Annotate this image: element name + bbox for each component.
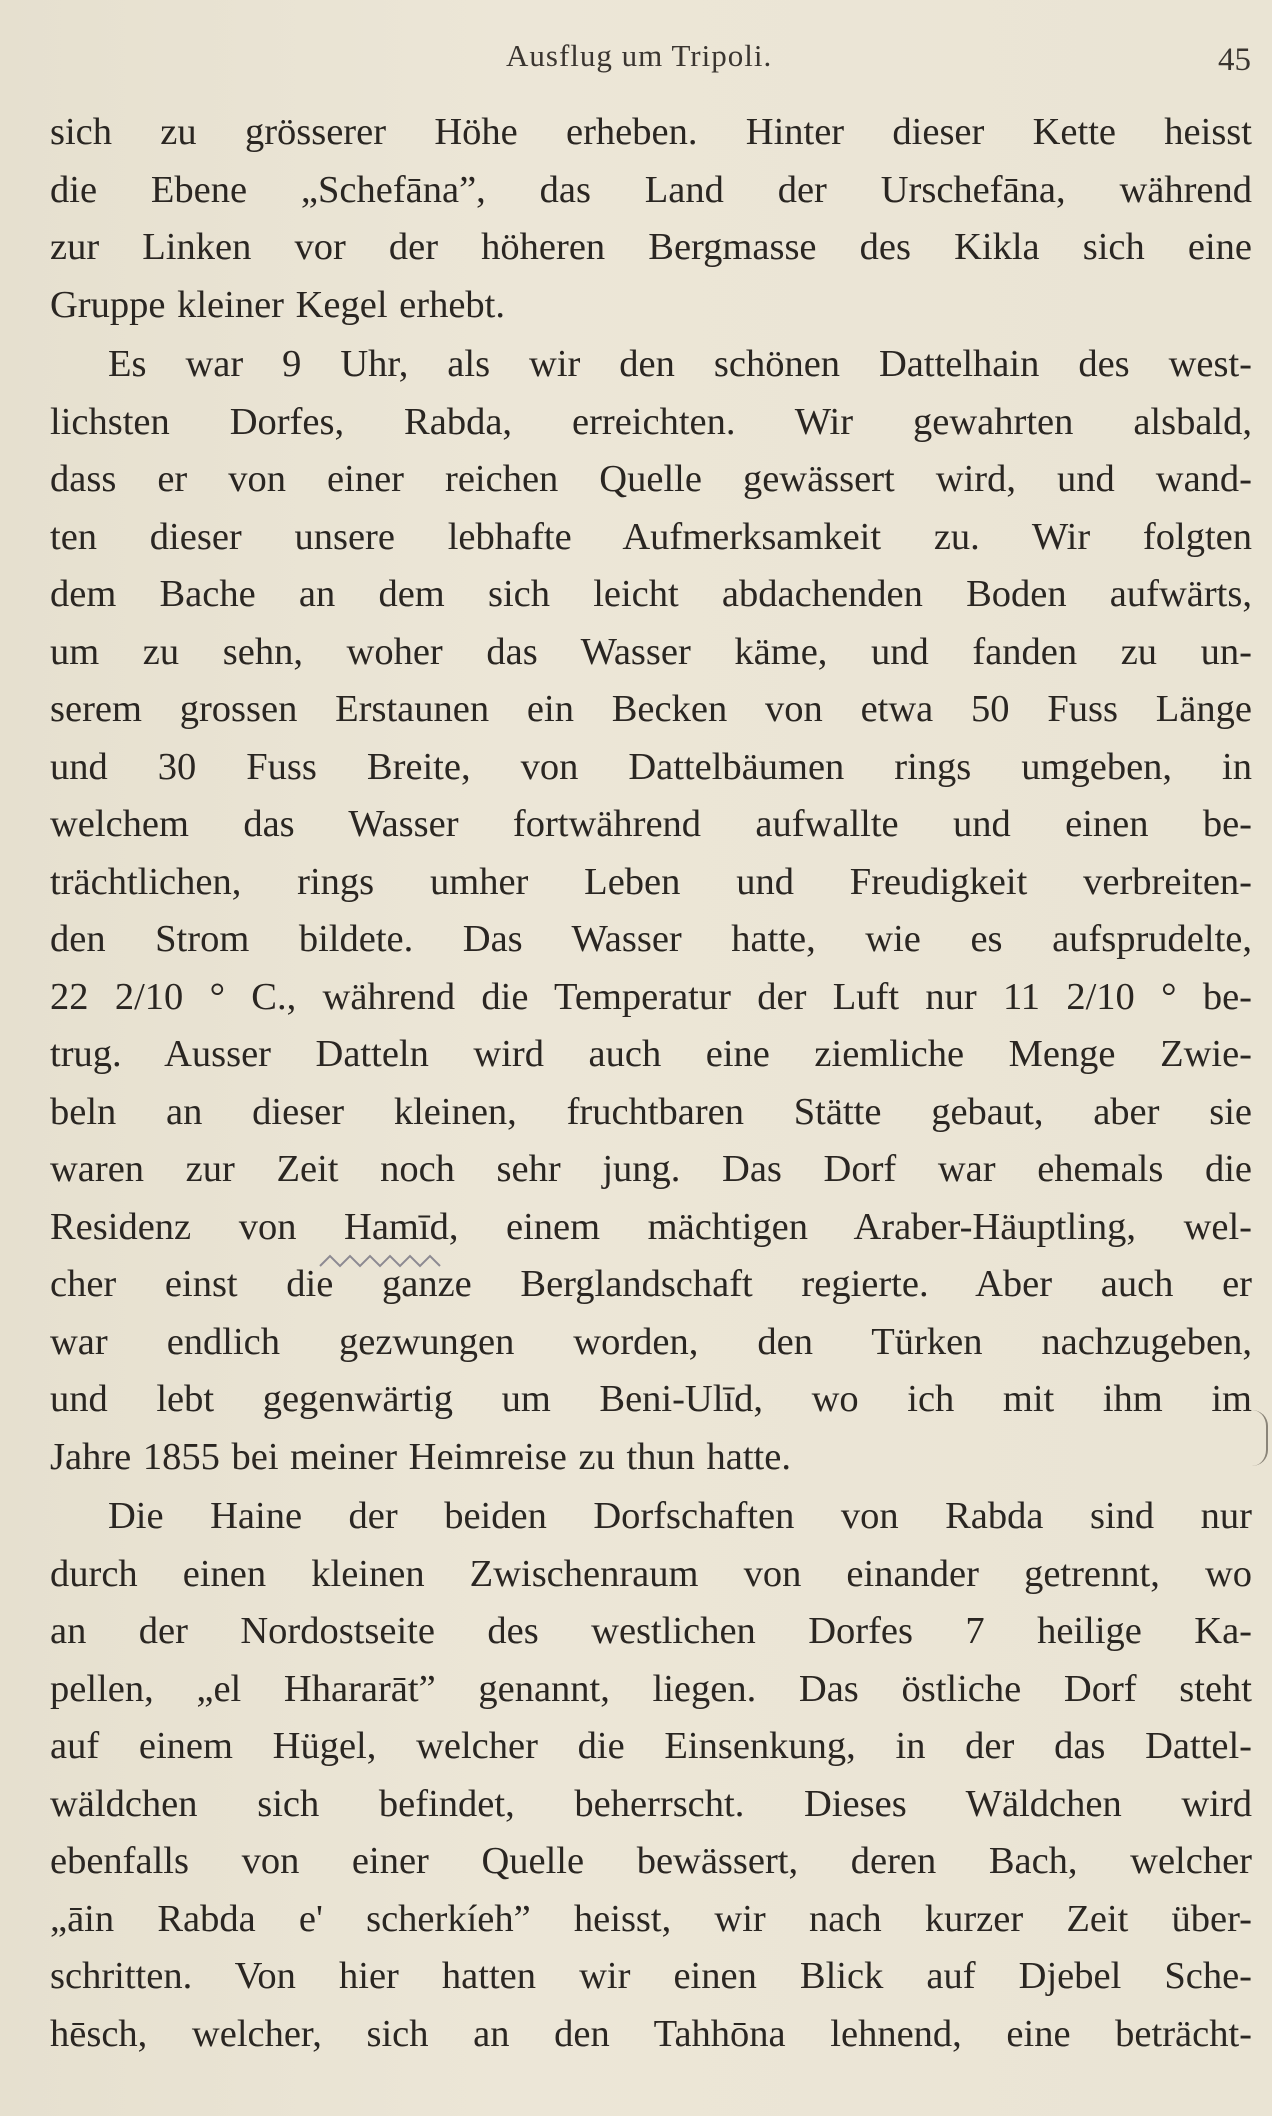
text-line: lichsten Dorfes, Rabda, erreichten. Wir gewahrten alsbald, bbox=[50, 400, 1252, 443]
text-line: um zu sehn, woher das Wasser käme, und fanden zu un- bbox=[50, 630, 1252, 673]
text-line: 22 2/10 ° C., während die Temperatur der Luft nur 11 2/10 ° be- bbox=[50, 975, 1252, 1018]
text-line: beln an dieser kleinen, fruchtbaren Stätte gebaut, aber sie bbox=[50, 1090, 1252, 1133]
text-line: trächtlichen, rings umher Leben und Freudigkeit verbreiten- bbox=[50, 860, 1252, 903]
text-line: wäldchen sich befindet, beherrscht. Dieses Wäldchen wird bbox=[50, 1782, 1252, 1825]
pencil-squiggle-mark bbox=[318, 1250, 448, 1272]
text-line: Es war 9 Uhr, als wir den schönen Dattelhain des west- bbox=[108, 343, 1252, 385]
text-line: sich zu grösserer Höhe erheben. Hinter dieser Kette heisst bbox=[50, 111, 1252, 153]
text-line: serem grossen Erstaunen ein Becken von etwa 50 Fuss Länge bbox=[50, 688, 1252, 730]
running-head bbox=[0, 38, 1272, 82]
running-title: Ausflug um Tripoli. bbox=[506, 38, 773, 73]
text-line: „āin Rabda e' scherkíeh” heisst, wir nach kurzer Zeit über- bbox=[50, 1897, 1252, 1940]
text-line: und lebt gegenwärtig um Beni-Ulīd, wo ich mit ihm im bbox=[50, 1378, 1252, 1420]
text-line: pellen, „el Hhararāt” genannt, liegen. Das östliche Dorf steht bbox=[50, 1667, 1252, 1710]
text-line: Die Haine der beiden Dorfschaften von Rabda sind nur bbox=[108, 1495, 1252, 1537]
text-line: Gruppe kleiner Kegel erhebt. bbox=[50, 283, 505, 326]
text-line: dass er von einer reichen Quelle gewässert wird, und wand- bbox=[50, 458, 1252, 500]
text-line: Residenz von Hamīd, einem mächtigen Araber-Häuptling, wel- bbox=[50, 1205, 1252, 1248]
text-line: ebenfalls von einer Quelle bewässert, deren Bach, welcher bbox=[50, 1840, 1252, 1882]
text-line: die Ebene „Schefāna”, das Land der Urschefāna, während bbox=[50, 168, 1252, 211]
margin-bracket-mark bbox=[1252, 1410, 1268, 1466]
text-line: waren zur Zeit noch sehr jung. Das Dorf war ehemals die bbox=[50, 1148, 1252, 1190]
text-line: den Strom bildete. Das Wasser hatte, wie es aufsprudelte, bbox=[50, 918, 1252, 960]
text-line: durch einen kleinen Zwischenraum von einander getrennt, wo bbox=[50, 1552, 1252, 1595]
page-number: 45 bbox=[1218, 42, 1251, 78]
text-line: auf einem Hügel, welcher die Einsenkung, in der das Dattel- bbox=[50, 1725, 1252, 1767]
text-line: ten dieser unsere lebhafte Aufmerksamkeit zu. Wir folgten bbox=[50, 515, 1252, 558]
text-line: schritten. Von hier hatten wir einen Blick auf Djebel Sche- bbox=[50, 1955, 1252, 1997]
text-line: hēsch, welcher, sich an den Tahhōna lehnend, eine beträcht- bbox=[50, 2012, 1252, 2055]
text-line: cher einst die ganze Berglandschaft regierte. Aber auch er bbox=[50, 1263, 1252, 1305]
text-line: trug. Ausser Datteln wird auch eine ziemliche Menge Zwie- bbox=[50, 1033, 1252, 1075]
text-line: welchem das Wasser fortwährend aufwallte und einen be- bbox=[50, 803, 1252, 845]
text-line: dem Bache an dem sich leicht abdachenden Boden aufwärts, bbox=[50, 573, 1252, 615]
text-line: und 30 Fuss Breite, von Dattelbäumen rings umgeben, in bbox=[50, 745, 1252, 788]
text-line: zur Linken vor der höheren Bergmasse des Kikla sich eine bbox=[50, 226, 1252, 268]
body-text bbox=[50, 104, 1252, 2063]
text-line: an der Nordostseite des westlichen Dorfes 7 heilige Ka- bbox=[50, 1610, 1252, 1652]
text-line: war endlich gezwungen worden, den Türken nachzugeben, bbox=[50, 1320, 1252, 1363]
text-line: Jahre 1855 bei meiner Heimreise zu thun hatte. bbox=[50, 1435, 791, 1478]
